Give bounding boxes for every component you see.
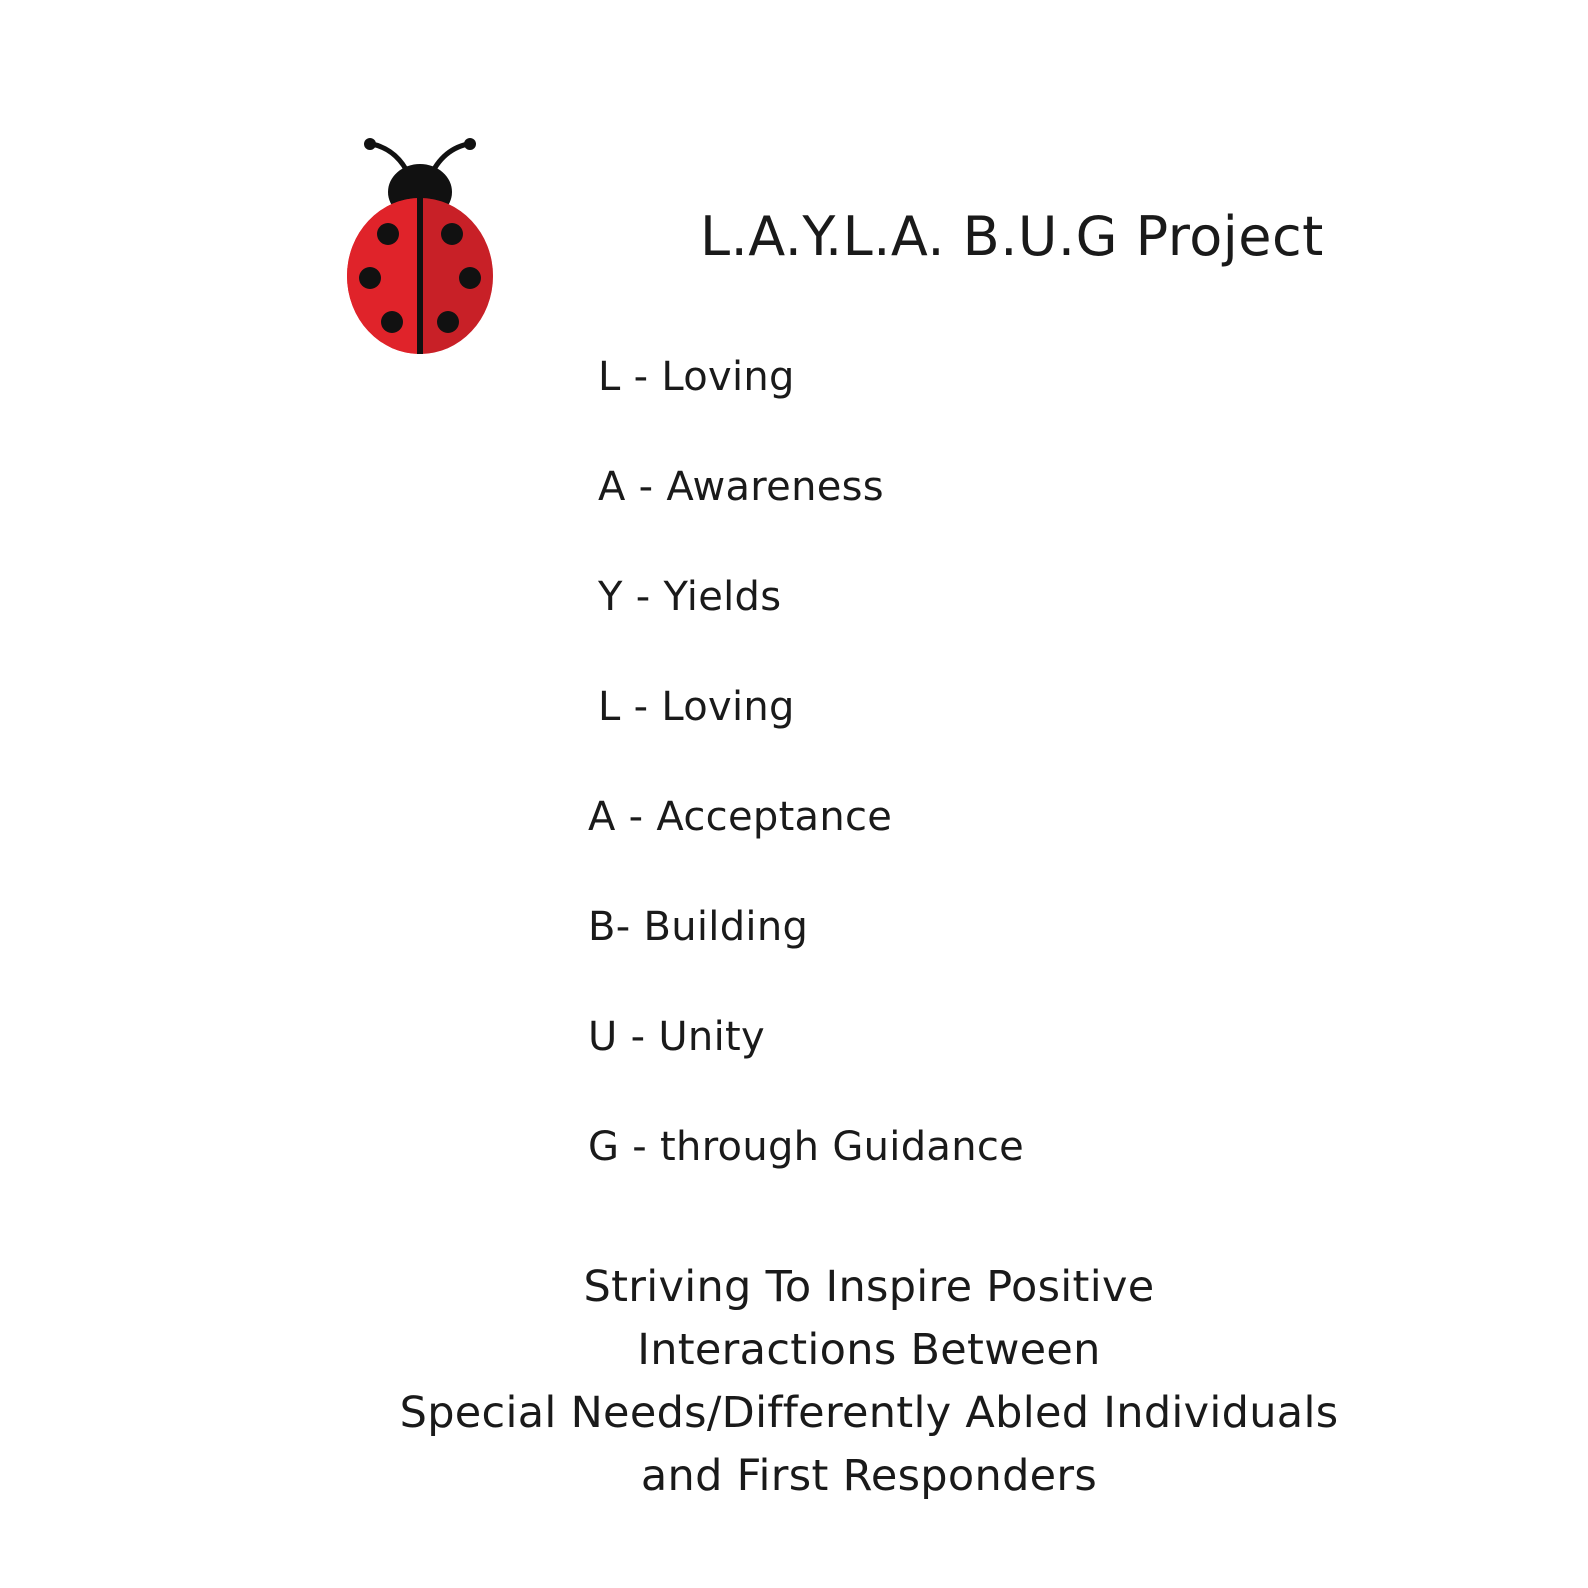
ladybug-icon (340, 130, 500, 362)
acronym-item: A - Acceptance (588, 794, 893, 840)
acronym-item: A - Awareness (598, 464, 884, 510)
tagline-line: Special Needs/Differently Abled Individuals (399, 1388, 1339, 1438)
acronym-item: B- Building (588, 904, 809, 950)
tagline-line: Interactions Between (637, 1325, 1101, 1375)
acronym-item: L - Loving (598, 354, 795, 400)
acronym-item: G - through Guidance (588, 1124, 1025, 1170)
acronym-item: L - Loving (598, 684, 795, 730)
tagline-line: and First Responders (640, 1451, 1098, 1501)
tagline (244, 1256, 1494, 1508)
page-title: L.A.Y.L.A. B.U.G Project (700, 205, 1324, 268)
acronym-item: U - Unity (588, 1014, 765, 1060)
tagline-line: Striving To Inspire Positive (583, 1262, 1155, 1312)
acronym-item: Y - Yields (598, 574, 782, 620)
